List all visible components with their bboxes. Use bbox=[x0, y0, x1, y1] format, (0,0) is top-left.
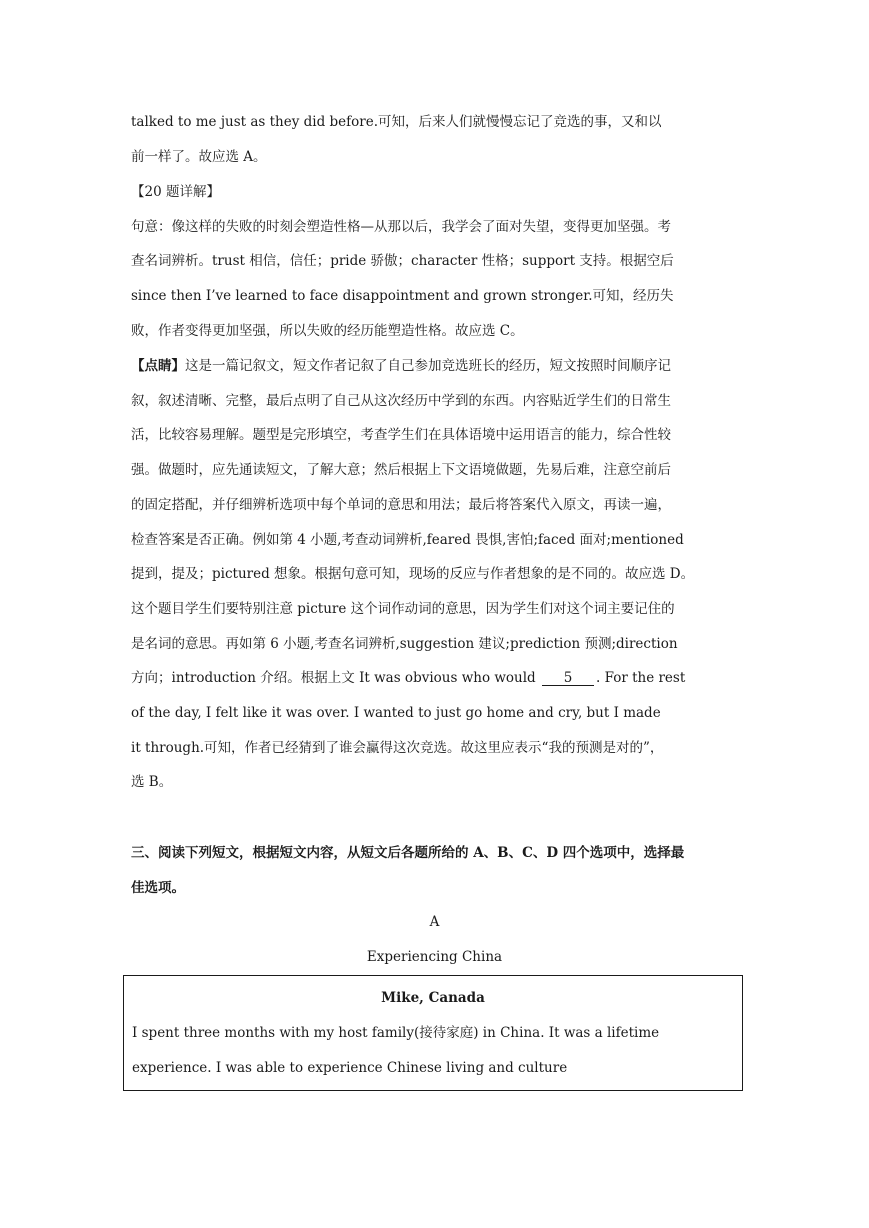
passage-title: Experiencing China bbox=[366, 949, 503, 965]
blank-line-before: 方向；introduction 介绍。根据上文 It was obvious who would bbox=[131, 670, 536, 687]
text-line: 前一样了。故应选 A。 bbox=[131, 148, 267, 165]
intro-paragraph bbox=[131, 105, 737, 174]
text-line: talked to me just as they did before.可知，后来人们就慢慢忘记了竞选的事，又和以 bbox=[131, 114, 662, 130]
q20-heading: 【20 题详解】 bbox=[131, 184, 220, 200]
text-line: 提到，提及；pictured 想象。根据句意可知，现场的反应与作者想象的是不同的。故应选 D。 bbox=[131, 566, 695, 583]
blank-line-after: . For the rest bbox=[596, 670, 686, 687]
text-line: 选 B。 bbox=[131, 774, 173, 791]
text-line: 句意：像这样的失败的时刻会塑造性格—从那以后，我学会了面对失望，变得更加坚强。考 bbox=[131, 218, 671, 235]
box-title: Mike, Canada bbox=[381, 990, 485, 1006]
text-line: 活，比较容易理解。题型是完形填空，考查学生们在具体语境中运用语言的能力，综合性较 bbox=[131, 427, 671, 444]
passage-box bbox=[123, 975, 743, 1091]
text-line: 强。做题时，应先通读短文，了解大意；然后根据上下文语境做题，先易后难，注意空前后 bbox=[131, 462, 671, 479]
text-line bbox=[131, 661, 737, 696]
answer-blank: 5 bbox=[542, 671, 594, 686]
text-line: 查名词辨析。trust 相信，信任；pride 骄傲；character 性格；support 支持。根据空后 bbox=[131, 253, 674, 270]
text-line: 叙，叙述清晰、完整，最后点明了自己从这次经历中学到的东西。内容贴近学生们的日常生 bbox=[131, 392, 671, 409]
dianjing-section bbox=[131, 349, 737, 800]
dianjing-first-line: 这是一篇记叙文，短文作者记叙了自己参加竞选班长的经历，短文按照时间顺序记 bbox=[185, 358, 671, 374]
passage-letter: A bbox=[429, 914, 440, 930]
text-line: 三、阅读下列短文，根据短文内容，从短文后各题所给的 A、B、C、D 四个选项中，选择最 bbox=[131, 845, 685, 861]
text-line: 败，作者变得更加坚强，所以失败的经历能塑造性格。故应选 C。 bbox=[131, 322, 524, 339]
text-line: 的固定搭配，并仔细辨析选项中每个单词的意思和用法；最后将答案代入原文，再读一遍， bbox=[131, 496, 671, 513]
text-line: 是名词的意思。再如第 6 小题,考查名词辨析,suggestion 建议;prediction 预测;direction bbox=[131, 635, 678, 652]
text-line: 检查答案是否正确。例如第 4 小题,考查动词辨析,feared 畏惧,害怕;faced 面对;mentioned bbox=[131, 531, 684, 548]
text-line: 佳选项。 bbox=[131, 879, 185, 896]
section3-heading bbox=[131, 836, 737, 905]
text-line: experience. I was able to experience Chinese living and culture bbox=[132, 1059, 568, 1076]
text-line: I spent three months with my host family(接待家庭) in China. It was a lifetime bbox=[132, 1025, 660, 1041]
text-line: since then I’ve learned to face disappointment and grown stronger.可知，经历失 bbox=[131, 288, 674, 305]
text-line: 这个题目学生们要特别注意 picture 这个词作动词的意思，因为学生们对这个词主要记住的 bbox=[131, 600, 675, 617]
text-line: it through.可知，作者已经猜到了谁会赢得这次竞选。故这里应表示“我的预测是对的”， bbox=[131, 739, 664, 756]
text-line: of the day, I felt like it was over. I wanted to just go home and cry, but I made bbox=[131, 705, 661, 722]
dianjing-label: 【点睛】 bbox=[131, 358, 185, 374]
text-line bbox=[131, 349, 737, 384]
box-text bbox=[132, 1016, 732, 1085]
q20-section bbox=[131, 175, 737, 349]
